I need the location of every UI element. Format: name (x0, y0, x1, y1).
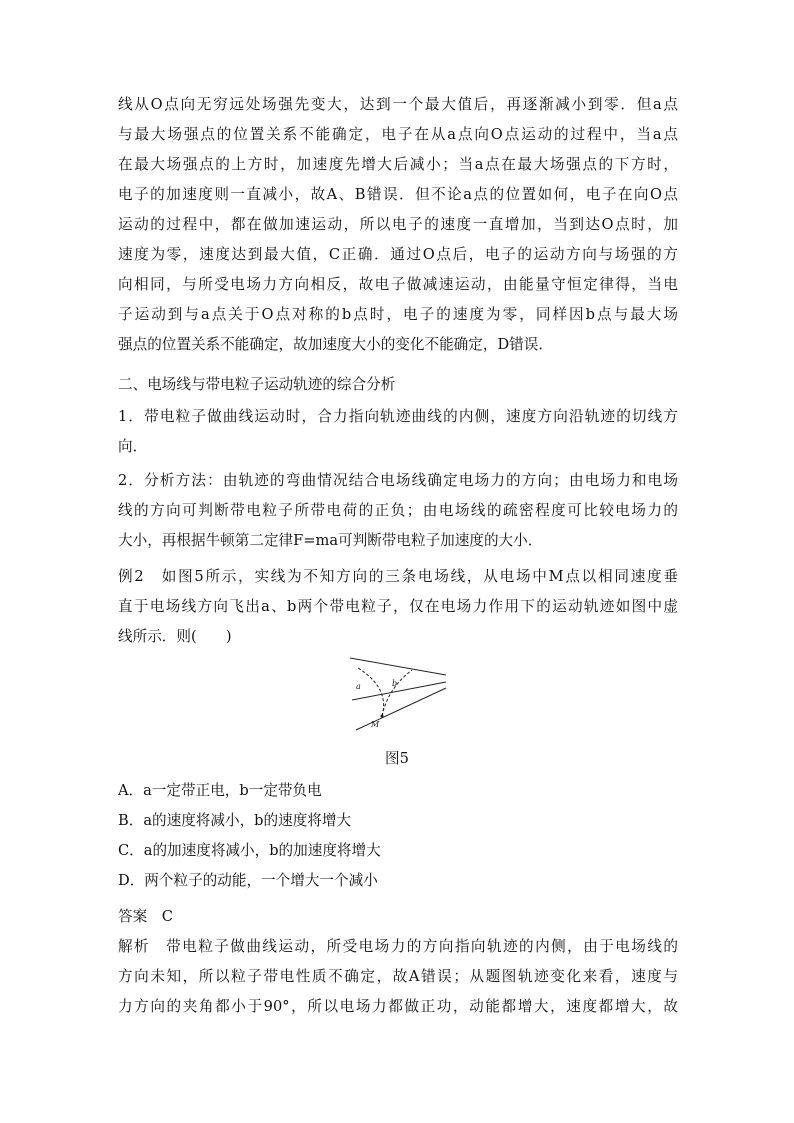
label-a: a (356, 682, 361, 691)
answer-block (118, 902, 678, 932)
field-line-bottom (356, 688, 446, 730)
text-line: 向． (118, 438, 148, 455)
text-line: 方向未知，所以粒子带电性质不确定，故A错误；从题图轨迹变化来看，速度与 (118, 968, 678, 985)
point-m-dot (381, 715, 384, 718)
text-line: 大小，再根据牛顿第二定律F=ma可判断带电粒子加速度的大小． (118, 532, 543, 549)
text-line: 子运动到与a点关于O点对称的b点时，电子的速度为零，同样因b点与最大场 (118, 306, 678, 323)
text-line: 向相同，与所受电场力方向相反，故电子做减速运动，由能量守恒定律得，当电 (118, 276, 678, 293)
analysis-block (118, 932, 678, 1022)
text-line: 线所示．则( ) (118, 628, 232, 645)
answer-options (118, 776, 678, 896)
field-lines-svg (340, 648, 452, 736)
text-line: 1．带电粒子做曲线运动时，合力指向轨迹曲线的内侧，速度方向沿轨迹的切线方 (118, 408, 678, 425)
option-c: C．a的加速度将减小，b的加速度将增大 (118, 842, 381, 859)
text-line: 与最大场强点的位置关系不能确定，电子在从a点向O点运动的过程中，当a点 (118, 126, 678, 143)
example-2-question (118, 562, 678, 652)
field-line-middle (352, 682, 446, 700)
text-line: 直于电场线方向飞出a、b两个带电粒子，仅在电场力作用下的运动轨迹如图中虚 (118, 598, 678, 615)
label-m: M (371, 720, 380, 729)
point-2 (118, 466, 678, 556)
section-heading: 二、电场线与带电粒子运动轨迹的综合分析 (118, 376, 396, 393)
option-a: A．a一定带正电，b一定带负电 (118, 782, 322, 799)
answer-line: 答案 C (118, 908, 173, 925)
text-line: 电子的加速度则一直减小，故A、B错误．但不论a点的位置如何，电子在向O点 (118, 186, 678, 203)
text-line: 2．分析方法：由轨迹的弯曲情况结合电场线确定电场力的方向；由电场力和电场 (118, 472, 678, 489)
text-line: 运动的过程中，都在做加速运动，所以电子的速度一直增加，当到达O点时，加 (118, 216, 678, 233)
option-d: D．两个粒子的动能，一个增大一个减小 (118, 872, 378, 889)
point-1 (118, 402, 678, 462)
figure-5-diagram (340, 648, 452, 736)
text-line: 例2 如图5所示，实线为不知方向的三条电场线，从电场中M点以相同速度垂 (118, 568, 678, 585)
text-line: 速度为零，速度达到最大值，C正确．通过O点后，电子的运动方向与场强的方 (118, 246, 678, 263)
label-b: b (392, 679, 398, 688)
trajectory-a (358, 668, 384, 716)
section-heading-block (118, 370, 678, 400)
text-line: 力方向的夹角都小于90°，所以电场力都做正功，动能都增大，速度都增大，故 (118, 998, 678, 1015)
option-b: B．a的速度将减小，b的速度将增大 (118, 812, 352, 829)
figure-caption: 图5 (385, 750, 409, 767)
text-line: 在最大场强点的上方时，加速度先增大后减小；当a点在最大场强点的下方时， (118, 156, 678, 173)
text-line: 强点的位置关系不能确定，故加速度大小的变化不能确定，D错误． (118, 336, 553, 353)
text-line: 线的方向可判断带电粒子所带电荷的正负；由电场线的疏密程度可比较电场力的 (118, 502, 678, 519)
text-line: 解析 带电粒子做曲线运动，所受电场力的方向指向轨迹的内侧，由于电场线的 (118, 938, 678, 955)
paragraph-solution-continuation (118, 90, 678, 360)
text-line: 线从O点向无穷远处场强先变大，达到一个最大值后，再逐渐减小到零．但a点 (118, 96, 678, 113)
